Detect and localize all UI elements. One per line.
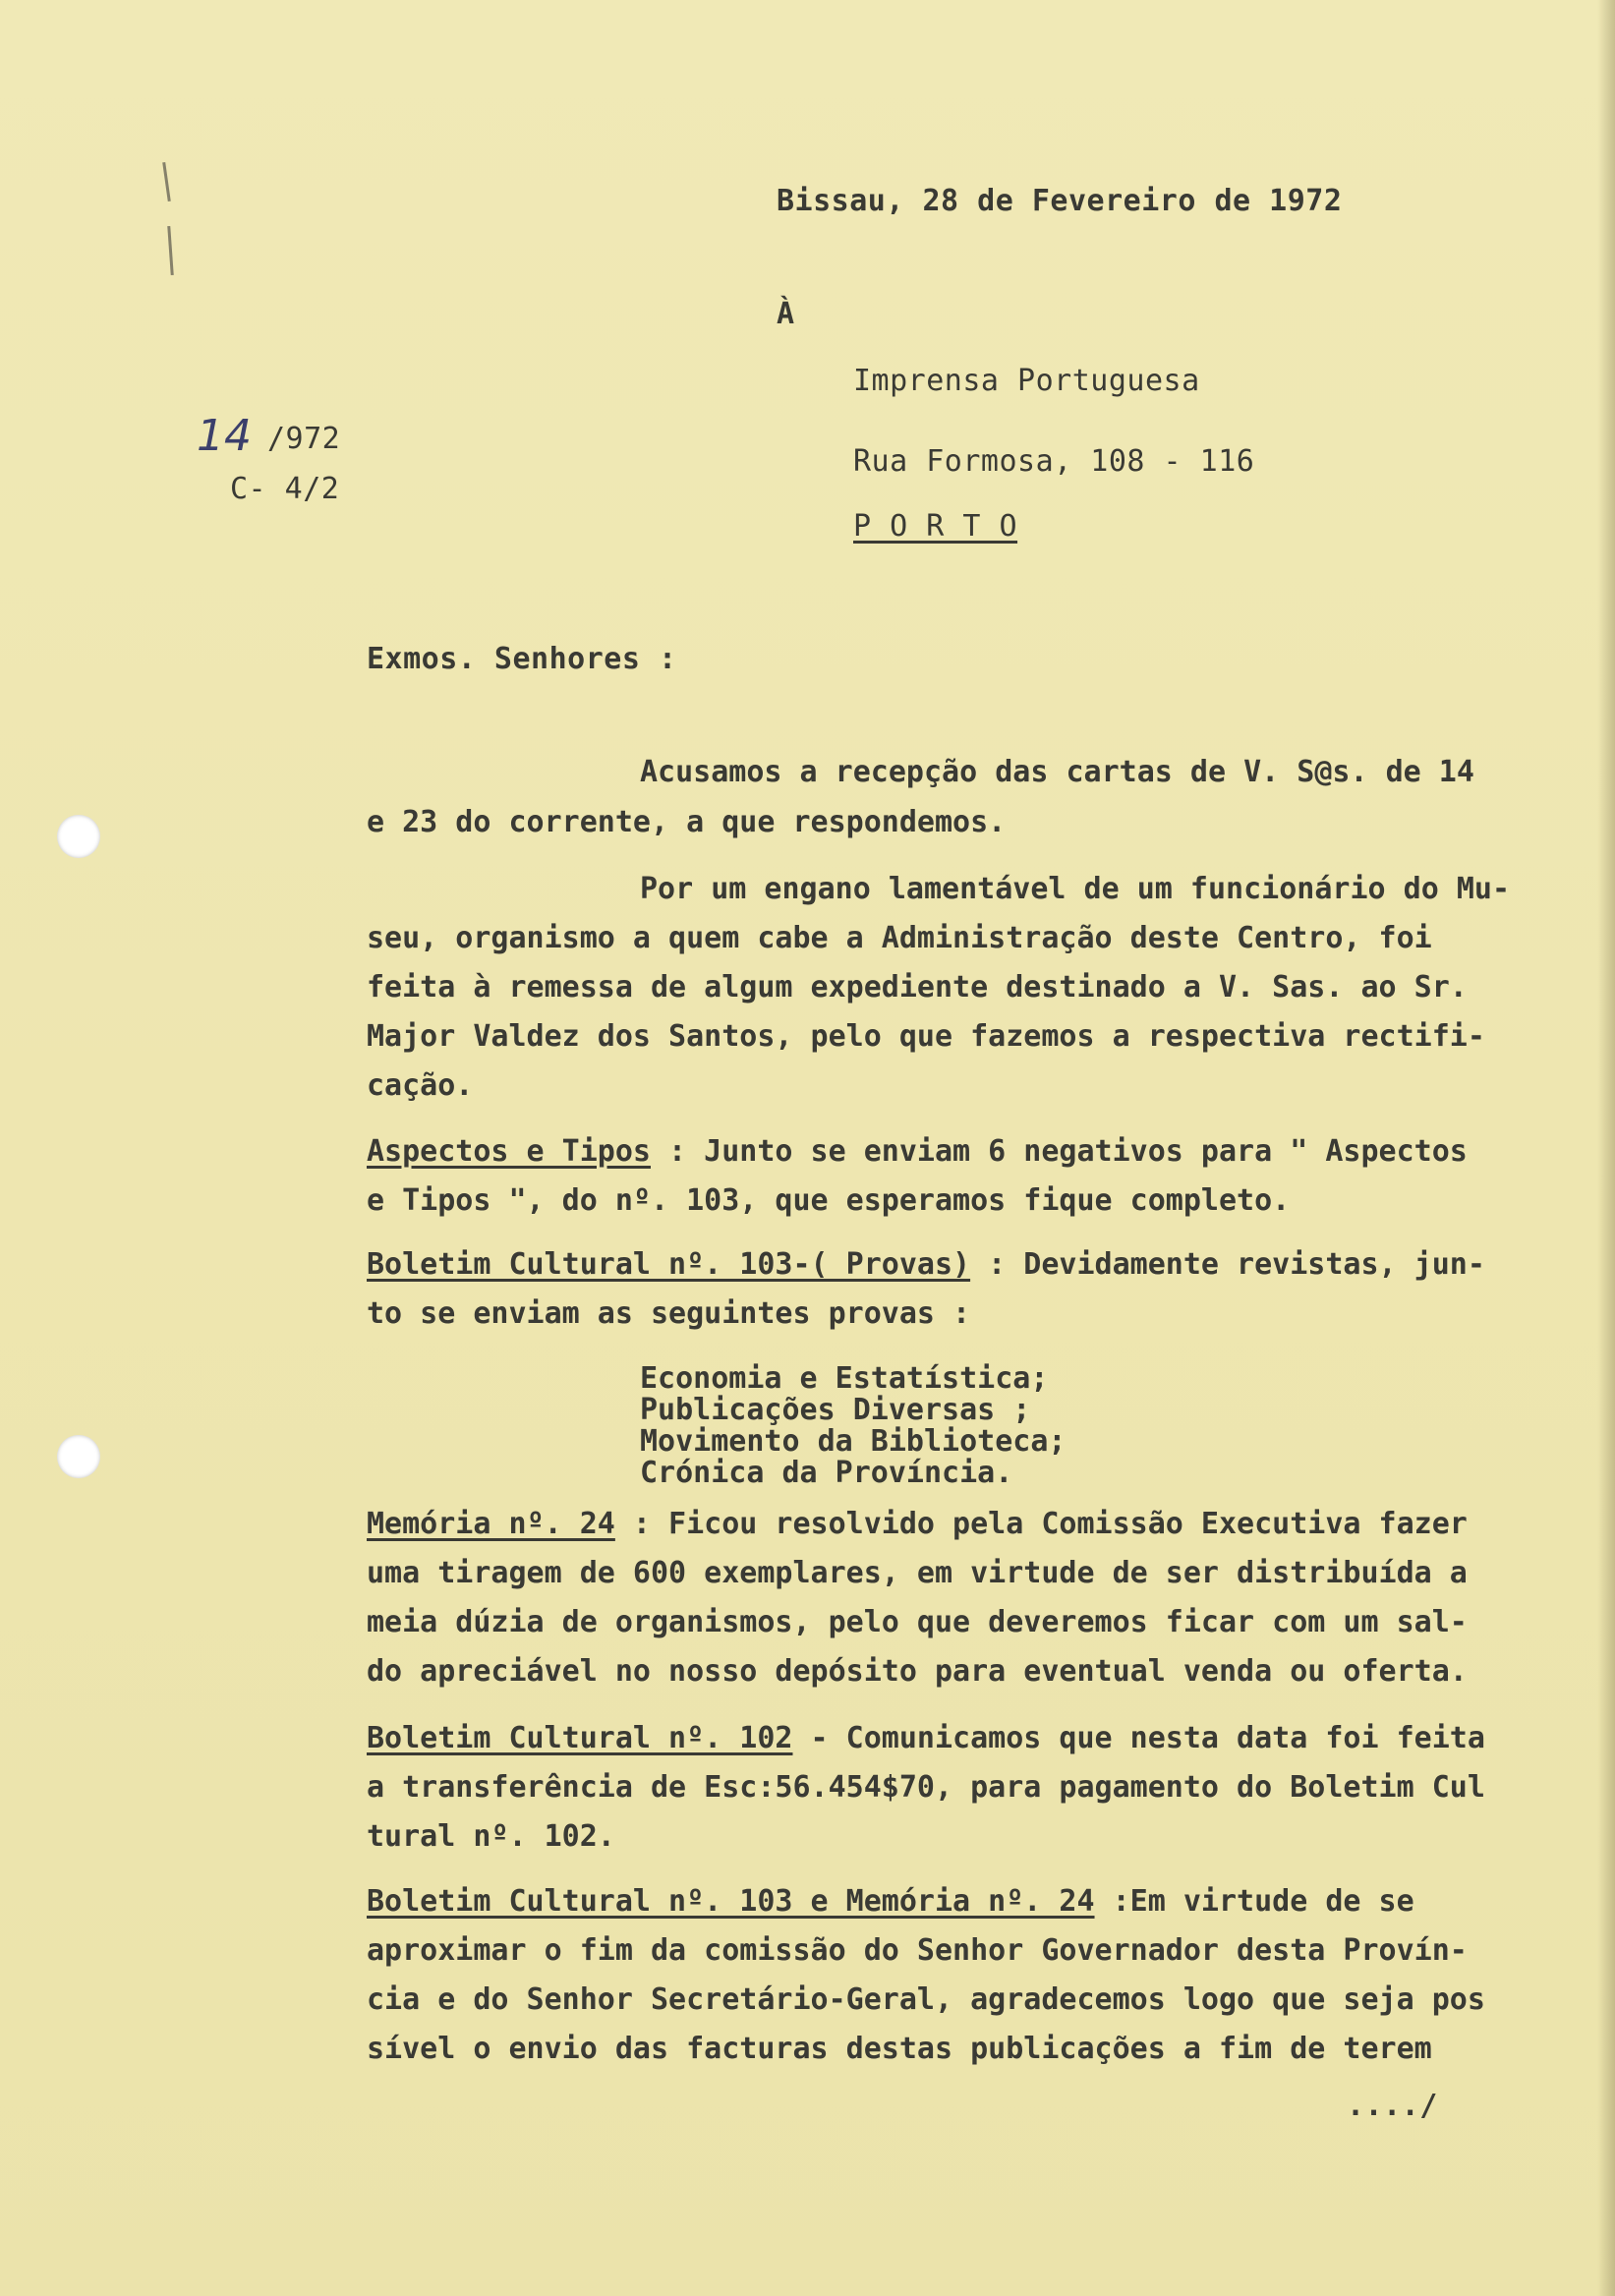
section-text-line: a transferência de Esc:56.454$70, para pagamento do Boletim Cul xyxy=(367,1770,1485,1805)
recipient-city: P O R T O xyxy=(853,509,1018,544)
body-line: e 23 do corrente, a que respondemos. xyxy=(367,805,1007,839)
to-prefix: À xyxy=(777,297,795,331)
section-text-line: tural nº. 102. xyxy=(367,1819,615,1854)
section-heading: Memória nº. 24 xyxy=(367,1507,615,1541)
reference-hand-number: 14 xyxy=(197,411,252,461)
list-item: Crónica da Província. xyxy=(640,1456,1013,1490)
body-line: cação. xyxy=(367,1068,474,1103)
section-text-line: cia e do Senhor Secretário-Geral, agradecemos logo que seja pos xyxy=(367,1982,1485,2017)
pencil-mark xyxy=(167,226,173,275)
section-text-line: e Tipos ", do nº. 103, que esperamos fique completo. xyxy=(367,1183,1291,1218)
section-heading: Aspectos e Tipos xyxy=(367,1134,651,1169)
section-boletim-103-provas xyxy=(367,1248,1485,1282)
section-boletim-103-memoria-24 xyxy=(367,1885,1414,1919)
section-text: : Ficou resolvido pela Comissão Executiva fazer xyxy=(614,1507,1468,1541)
section-heading: Boletim Cultural nº. 103-( Provas) xyxy=(367,1247,971,1282)
section-text-line: aproximar o fim da comissão do Senhor Governador desta Provín- xyxy=(367,1933,1468,1968)
body-line: Acusamos a recepção das cartas de V. S@s. de 14 xyxy=(640,755,1474,789)
page-edge-shadow xyxy=(1597,0,1615,2296)
section-text-line: to se enviam as seguintes provas : xyxy=(367,1296,971,1331)
body-line: seu, organismo a quem cabe a Administração deste Centro, foi xyxy=(367,921,1432,955)
section-text: : Devidamente revistas, jun- xyxy=(970,1247,1485,1282)
recipient-address: Rua Formosa, 108 - 116 xyxy=(853,444,1255,479)
reference-year: /972 xyxy=(267,422,341,456)
section-text: :Em virtude de se xyxy=(1094,1884,1414,1919)
punch-hole-bottom xyxy=(57,1435,100,1478)
body-line: Major Valdez dos Santos, pelo que fazemos a respectiva rectifi- xyxy=(367,1019,1485,1054)
list-item: Economia e Estatística; xyxy=(640,1361,1049,1396)
body-line: feita à remessa de algum expediente destinado a V. Sas. ao Sr. xyxy=(367,970,1468,1004)
section-text: : Junto se enviam 6 negativos para " Aspectos xyxy=(650,1134,1468,1169)
section-aspectos xyxy=(367,1135,1468,1169)
body-line: Por um engano lamentável de um funcionário do Mu- xyxy=(640,872,1511,906)
section-heading: Boletim Cultural nº. 102 xyxy=(367,1721,793,1755)
section-boletim-102 xyxy=(367,1722,1485,1755)
section-text-line: meia dúzia de organismos, pelo que deveremos ficar com um sal- xyxy=(367,1605,1468,1639)
section-heading: Boletim Cultural nº. 103 e Memória nº. 24 xyxy=(367,1884,1095,1919)
section-text-line: sível o envio das facturas destas publicações a fim de terem xyxy=(367,2032,1432,2066)
reference-code: C- 4/2 xyxy=(230,472,340,506)
list-item: Movimento da Biblioteca; xyxy=(640,1424,1067,1459)
pencil-mark xyxy=(162,162,171,201)
recipient-name: Imprensa Portuguesa xyxy=(853,364,1200,398)
punch-hole-top xyxy=(57,815,100,858)
section-memoria-24 xyxy=(367,1508,1468,1541)
section-text-line: do apreciável no nosso depósito para eventual venda ou oferta. xyxy=(367,1654,1468,1689)
section-text: - Comunicamos que nesta data foi feita xyxy=(792,1721,1485,1755)
salutation: Exmos. Senhores : xyxy=(367,642,677,676)
list-item: Publicações Diversas ; xyxy=(640,1393,1031,1427)
section-text-line: uma tiragem de 600 exemplares, em virtude de ser distribuída a xyxy=(367,1556,1468,1590)
continuation-mark: ..../ xyxy=(1347,2089,1438,2123)
place-date: Bissau, 28 de Fevereiro de 1972 xyxy=(777,184,1343,218)
